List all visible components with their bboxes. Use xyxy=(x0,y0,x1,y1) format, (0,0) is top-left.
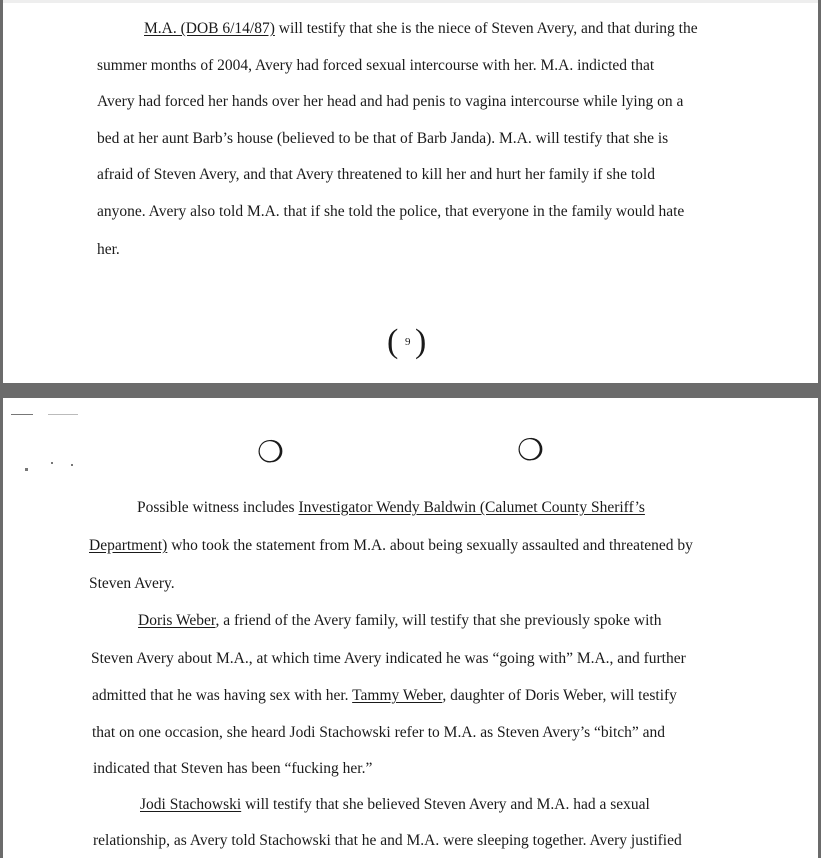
text-line: anyone. Avery also told M.A. that if she told the police, that everyone in the family would hate xyxy=(97,203,685,220)
page-number: ( 9 ) xyxy=(387,323,427,360)
scan-speck xyxy=(71,464,73,466)
page-edge xyxy=(3,0,818,3)
witness-name: Investigator Wendy Baldwin (Calumet County Sheriff’s xyxy=(298,499,645,516)
witness-name: Doris Weber xyxy=(138,612,216,629)
hole-punch-mark: ❍ xyxy=(517,434,544,467)
text-line: Jodi Stachowski will testify that she believed Steven Avery and M.A. had a sexual xyxy=(140,796,650,813)
text-line: Steven Avery. xyxy=(89,575,175,592)
hole-punch-mark: ❍ xyxy=(257,436,284,469)
scan-speck xyxy=(25,468,28,471)
text-line: her. xyxy=(97,241,120,258)
scan-speck xyxy=(11,414,33,415)
text-line: bed at her aunt Barb’s house (believed to be that of Barb Janda). M.A. will testify that she is xyxy=(97,130,669,147)
text-line: relationship, as Avery told Stachowski that he and M.A. were sleeping together. Avery justified xyxy=(93,832,682,849)
text-line: Doris Weber, a friend of the Avery family, will testify that she previously spoke with xyxy=(138,612,662,629)
paren-open: ( xyxy=(387,323,399,360)
text-line: summer months of 2004, Avery had forced sexual intercourse with her. M.A. indicted that xyxy=(97,57,655,74)
text-line: M.A. (DOB 6/14/87) will testify that she is the niece of Steven Avery, and that during the xyxy=(144,20,698,37)
document-page-top xyxy=(3,0,818,383)
scan-speck xyxy=(51,462,53,464)
witness-name: Jodi Stachowski xyxy=(140,796,242,813)
scan-speck xyxy=(48,414,78,415)
witness-name: Tammy Weber xyxy=(352,687,443,704)
witness-name: M.A. (DOB 6/14/87) xyxy=(144,20,275,37)
paren-close: ) xyxy=(415,323,427,360)
witness-name: Department) xyxy=(89,537,168,554)
text-line: Avery had forced her hands over her head and had penis to vagina intercourse while lying on a xyxy=(97,93,684,110)
text-line: Steven Avery about M.A., at which time Avery indicated he was “going with” M.A., and further xyxy=(91,650,686,667)
text-line: afraid of Steven Avery, and that Avery threatened to kill her and hurt her family if she told xyxy=(97,166,655,183)
document-page-bottom xyxy=(3,398,818,858)
text-line: that on one occasion, she heard Jodi Stachowski refer to M.A. as Steven Avery’s “bitch” and xyxy=(92,724,666,741)
text-line: Department) who took the statement from M.A. about being sexually assaulted and threatened by xyxy=(89,537,693,554)
text-line: Possible witness includes Investigator Wendy Baldwin (Calumet County Sheriff’s xyxy=(137,499,645,516)
text-line: admitted that he was having sex with her. Tammy Weber, daughter of Doris Weber, will testify xyxy=(92,687,677,704)
text-line: indicated that Steven has been “fucking her.” xyxy=(93,760,373,777)
